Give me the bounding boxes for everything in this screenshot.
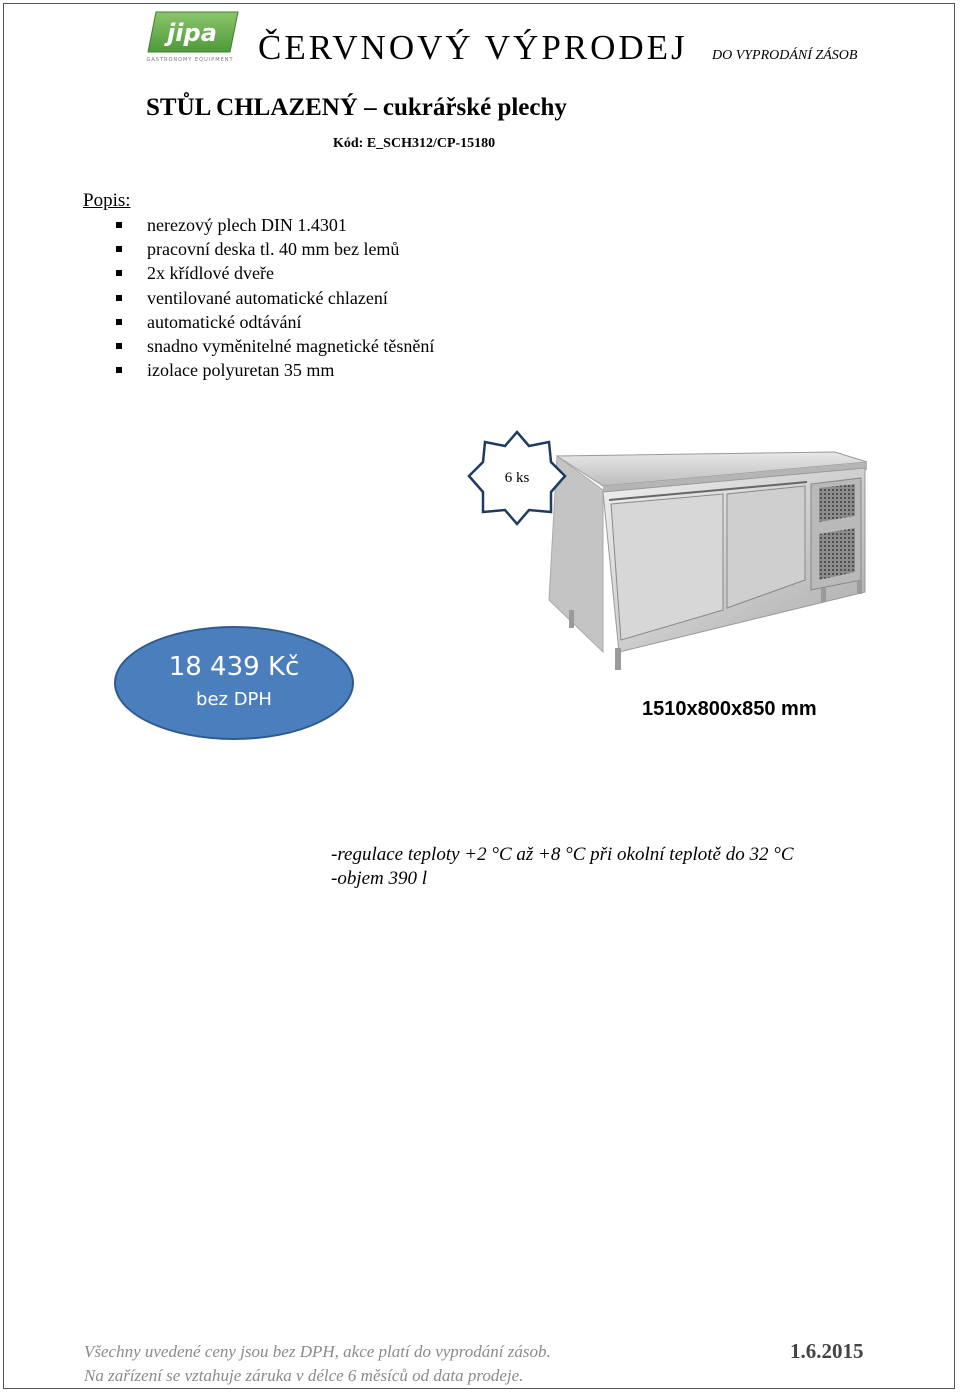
feature-item: 2x křídlové dveře bbox=[113, 261, 434, 285]
description-label: Popis: bbox=[83, 190, 131, 211]
footer-warranty-note: Na zařízení se vztahuje záruka v délce 6 měsíců od data prodeje. bbox=[84, 1366, 524, 1385]
product-image bbox=[535, 440, 875, 676]
svg-text:jipa: jipa bbox=[167, 19, 217, 47]
svg-text:GASTRONOMY EQUIPMENT: GASTRONOMY EQUIPMENT bbox=[146, 57, 234, 63]
product-code: Kód: E_SCH312/CP-15180 bbox=[333, 136, 496, 151]
price-bubble bbox=[114, 626, 354, 740]
product-notes bbox=[331, 843, 794, 891]
price-note: bez DPH bbox=[196, 689, 272, 710]
sale-title: ČERVNOVÝ VÝPRODEJ bbox=[258, 28, 688, 67]
jipa-logo bbox=[146, 10, 242, 64]
product-title: STŮL CHLAZENÝ – cukrářské plechy bbox=[146, 94, 567, 121]
feature-item: izolace polyuretan 35 mm bbox=[113, 358, 434, 382]
feature-item: ventilované automatické chlazení bbox=[113, 286, 434, 310]
feature-item: snadno vyměnitelné magnetické těsnění bbox=[113, 334, 434, 358]
feature-list bbox=[113, 213, 434, 382]
price: 18 439 Kč bbox=[168, 652, 300, 682]
feature-item: automatické odtávání bbox=[113, 310, 434, 334]
feature-item: nerezový plech DIN 1.4301 bbox=[113, 213, 434, 237]
dimensions: 1510x800x850 mm bbox=[642, 698, 817, 720]
footer-date: 1.6.2015 bbox=[790, 1339, 864, 1363]
stock-badge: 6 ks bbox=[504, 470, 530, 486]
note-temperature: -regulace teploty +2 °C až +8 °C při okolní teplotě do 32 °C bbox=[331, 844, 794, 865]
sale-subtitle: DO VYPRODÁNÍ ZÁSOB bbox=[712, 48, 858, 63]
feature-item: pracovní deska tl. 40 mm bez lemů bbox=[113, 237, 434, 261]
footer-price-note: Všechny uvedené ceny jsou bez DPH, akce platí do vyprodání zásob. bbox=[84, 1342, 551, 1361]
note-volume: -objem 390 l bbox=[331, 868, 428, 889]
